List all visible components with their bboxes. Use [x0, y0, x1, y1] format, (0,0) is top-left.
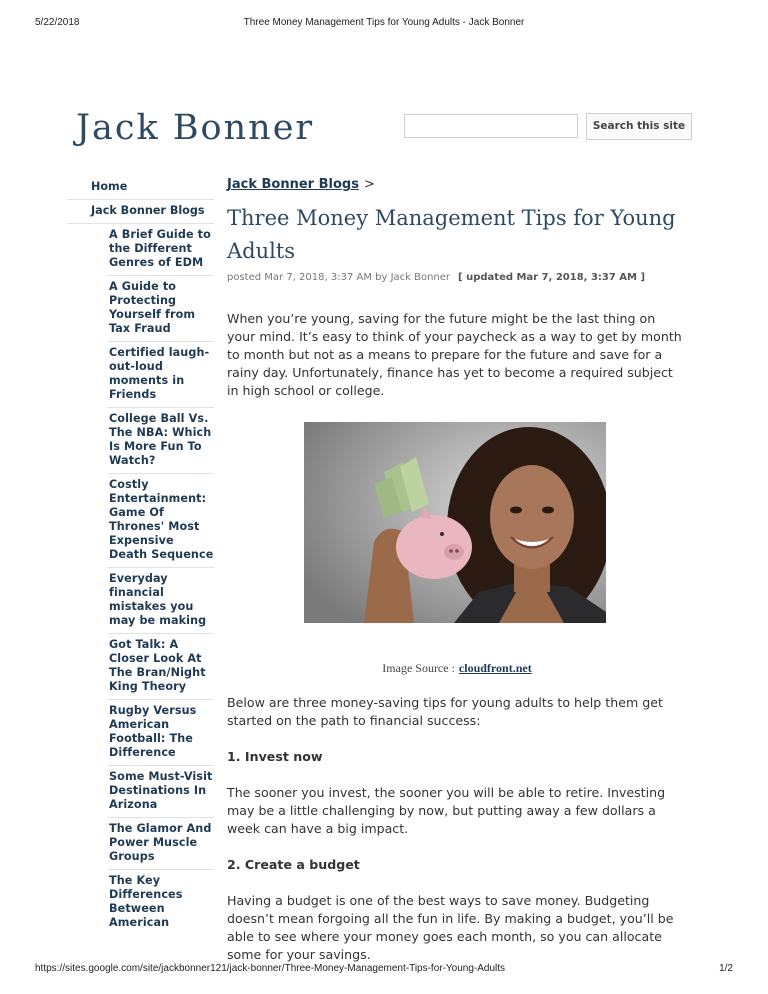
sidebar-subitem[interactable]: Costly Entertainment: Game Of Thrones' Most Expensive Death Sequence	[108, 474, 214, 568]
print-header	[0, 17, 768, 31]
site-title[interactable]: Jack Bonner	[76, 108, 315, 148]
post-updated: [ updated Mar 7, 2018, 3:37 AM ]	[458, 272, 646, 283]
post-byline: posted Mar 7, 2018, 3:37 AM by Jack Bonner	[227, 272, 451, 283]
page-title: Three Money Management Tips for Young Adults	[227, 206, 676, 263]
breadcrumb-separator: >	[363, 177, 375, 192]
caption-source-link[interactable]: cloudfront.net	[458, 661, 532, 675]
sidebar-subitem[interactable]: Some Must-Visit Destinations In Arizona	[108, 766, 214, 818]
breadcrumb-link[interactable]: Jack Bonner Blogs	[227, 177, 359, 192]
step-1-text: The sooner you invest, the sooner you will be able to retire. Investing may be a little challenging by now, but putting away a few dollars a week can have a big impact.	[227, 785, 666, 836]
sidebar-item-home[interactable]: Home	[68, 176, 214, 200]
print-page-number: 1/2	[719, 963, 733, 974]
image-caption	[227, 660, 687, 676]
woman-piggy-bank-illustration	[304, 422, 606, 623]
search-input[interactable]	[404, 114, 578, 138]
sidebar-subitem[interactable]: A Guide to Protecting Yourself from Tax Fraud	[108, 276, 214, 342]
lead-paragraph: Below are three money-saving tips for young adults to help them get started on the path to financial success:	[227, 695, 663, 728]
sidebar-subnav	[108, 224, 214, 935]
print-url: https://sites.google.com/site/jackbonner121/jack-bonner/Three-Money-Management-Tips-for-Young-Adults	[35, 963, 506, 974]
sidebar-subitem[interactable]: Got Talk: A Closer Look At The Bran/Night King Theory	[108, 634, 214, 700]
intro-paragraph: When you’re young, saving for the future might be the last thing on your mind. It’s easy to think of your paycheck as a way to get by month to month but not as a means to prepare for the future and save for a rainy day. Unfortunately, finance has yet to become a required subject in high school or college.	[227, 311, 682, 398]
step-2-heading: 2. Create a budget	[227, 857, 360, 872]
post-meta	[227, 271, 687, 285]
sidebar-nav	[68, 176, 214, 935]
sidebar-subitem[interactable]: Everyday financial mistakes you may be making	[108, 568, 214, 634]
sidebar-item-blogs[interactable]: Jack Bonner Blogs	[68, 200, 214, 224]
sidebar-subitem[interactable]: The Key Differences Between American	[109, 874, 183, 929]
face-shape	[490, 465, 574, 569]
sidebar-subitem[interactable]: Certified laugh-out-loud moments in Friends	[108, 342, 214, 408]
step-2-text: Having a budget is one of the best ways to save money. Budgeting doesn’t mean forgoing all the fun in life. By making a budget, you’ll be able to see where your money goes each month, so you can allocate some for your savings.	[227, 893, 674, 962]
print-date: 5/22/2018	[35, 17, 80, 28]
sidebar-subitem[interactable]: Rugby Versus American Football: The Difference	[108, 700, 214, 766]
sidebar-subitem[interactable]: A Brief Guide to the Different Genres of EDM	[108, 224, 214, 276]
article-photo	[304, 422, 606, 623]
breadcrumb	[227, 176, 687, 194]
caption-label: Image Source :	[382, 661, 455, 675]
search-button[interactable]: Search this site	[586, 113, 692, 140]
print-doc-title: Three Money Management Tips for Young Adults - Jack Bonner	[243, 17, 525, 28]
sidebar-subitem[interactable]: The Glamor And Power Muscle Groups	[108, 818, 214, 870]
step-1-heading: 1. Invest now	[227, 749, 323, 764]
sidebar-subitem[interactable]: College Ball Vs. The NBA: Which Is More Fun To Watch?	[108, 408, 214, 474]
print-footer	[0, 963, 768, 977]
post-content	[227, 176, 687, 964]
